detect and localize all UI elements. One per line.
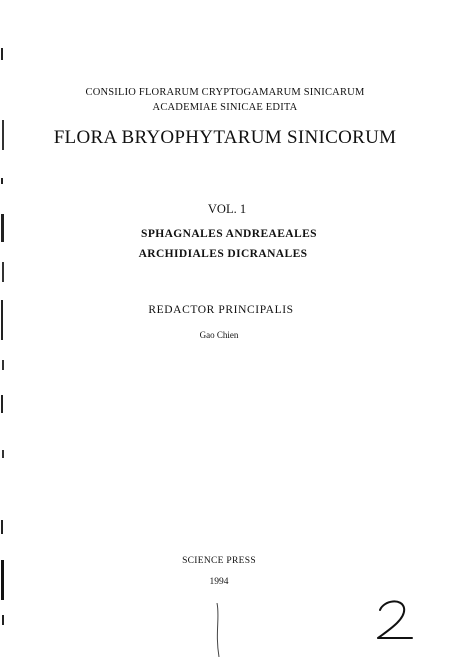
- editor-role: REDACTOR PRINCIPALIS: [148, 304, 294, 316]
- publication-year: 1994: [209, 577, 229, 587]
- bottom-stroke-artifact: [212, 603, 226, 657]
- handwritten-number-mark: [372, 598, 418, 644]
- academy-line: ACADEMIAE SINICAE EDITA: [152, 102, 298, 113]
- book-title: FLORA BRYOPHYTARUM SINICORUM: [53, 127, 397, 148]
- volume-label: VOL. 1: [207, 202, 247, 216]
- publisher-name: SCIENCE PRESS: [182, 556, 256, 566]
- editor-name: Gao Chien: [199, 330, 239, 340]
- orders-line-1: SPHAGNALES ANDREAEALES: [141, 228, 317, 240]
- council-line: CONSILIO FLORARUM CRYPTOGAMARUM SINICARUM: [85, 87, 365, 98]
- orders-line-2: ARCHIDIALES DICRANALES: [138, 248, 308, 260]
